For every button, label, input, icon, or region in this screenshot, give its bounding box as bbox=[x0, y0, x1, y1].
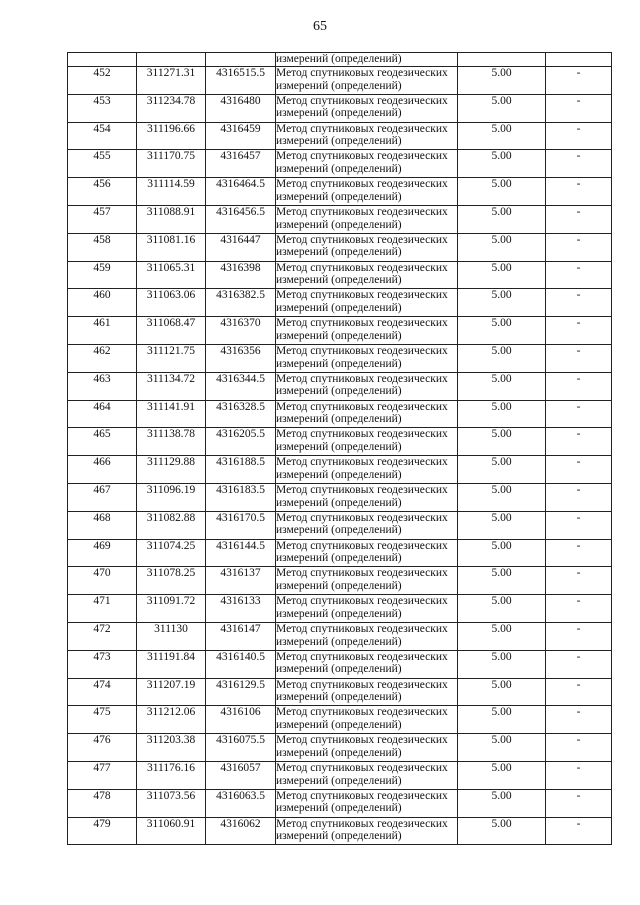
cell-y-coordinate: 4316464.5 bbox=[206, 178, 276, 206]
cell-y-coordinate: 4316356 bbox=[206, 344, 276, 372]
cell-point-number: 457 bbox=[68, 205, 137, 233]
cell-description: - bbox=[546, 706, 612, 734]
cell-method bbox=[276, 205, 458, 233]
method-line: измерений (определений) bbox=[276, 246, 402, 259]
table-row bbox=[68, 539, 612, 567]
cell-x-coordinate: 311141.91 bbox=[137, 400, 206, 428]
cell-point-number: 474 bbox=[68, 678, 137, 706]
cell-x-coordinate: 311121.75 bbox=[137, 344, 206, 372]
method-line: измерений (определений) bbox=[276, 579, 402, 592]
table-row bbox=[68, 317, 612, 345]
method-line: измерений (определений) bbox=[276, 718, 402, 731]
method-line: Метод спутниковых геодезических bbox=[276, 678, 448, 691]
cell-point-number: 455 bbox=[68, 150, 137, 178]
cell-empty bbox=[68, 53, 137, 67]
table-row bbox=[68, 706, 612, 734]
cell-empty bbox=[137, 53, 206, 67]
cell-accuracy: 5.00 bbox=[458, 789, 546, 817]
cell-x-coordinate: 311207.19 bbox=[137, 678, 206, 706]
cell-point-number: 466 bbox=[68, 456, 137, 484]
method-line: Метод спутниковых геодезических bbox=[276, 650, 448, 663]
method-line: Метод спутниковых геодезических bbox=[276, 595, 448, 608]
cell-point-number: 464 bbox=[68, 400, 137, 428]
table-row bbox=[68, 67, 612, 95]
cell-x-coordinate: 311130 bbox=[137, 622, 206, 650]
method-line: Метод спутниковых геодезических bbox=[276, 539, 448, 552]
cell-y-coordinate: 4316144.5 bbox=[206, 539, 276, 567]
method-line: измерений (определений) bbox=[276, 107, 402, 120]
continuation-row bbox=[68, 53, 612, 67]
method-line: измерений (определений) bbox=[276, 162, 402, 175]
table-row bbox=[68, 122, 612, 150]
cell-accuracy: 5.00 bbox=[458, 372, 546, 400]
cell-x-coordinate: 311065.31 bbox=[137, 261, 206, 289]
cell-method bbox=[276, 734, 458, 762]
cell-y-coordinate: 4316344.5 bbox=[206, 372, 276, 400]
table-row bbox=[68, 178, 612, 206]
cell-description: - bbox=[546, 317, 612, 345]
cell-method bbox=[276, 233, 458, 261]
method-line: измерений (определений) bbox=[276, 607, 402, 620]
method-line: измерений (определений) bbox=[276, 524, 402, 537]
cell-x-coordinate: 311271.31 bbox=[137, 67, 206, 95]
cell-x-coordinate: 311129.88 bbox=[137, 456, 206, 484]
cell-accuracy: 5.00 bbox=[458, 178, 546, 206]
table-row bbox=[68, 678, 612, 706]
method-line: измерений (определений) bbox=[276, 830, 402, 843]
cell-point-number: 477 bbox=[68, 761, 137, 789]
method-line: Метод спутниковых геодезических bbox=[276, 622, 448, 635]
cell-point-number: 468 bbox=[68, 511, 137, 539]
table-row bbox=[68, 94, 612, 122]
cell-method bbox=[276, 289, 458, 317]
cell-description: - bbox=[546, 261, 612, 289]
method-line: Метод спутниковых геодезических bbox=[276, 567, 448, 580]
cell-method bbox=[276, 706, 458, 734]
cell-point-number: 479 bbox=[68, 817, 137, 845]
method-line: измерений (определений) bbox=[276, 635, 402, 648]
cell-method bbox=[276, 483, 458, 511]
cell-point-number: 465 bbox=[68, 428, 137, 456]
cell-method bbox=[276, 539, 458, 567]
cell-accuracy: 5.00 bbox=[458, 317, 546, 345]
method-line: Метод спутниковых геодезических bbox=[276, 289, 448, 302]
method-line: Метод спутниковых геодезических bbox=[276, 344, 448, 357]
cell-x-coordinate: 311078.25 bbox=[137, 567, 206, 595]
method-line: измерений (определений) bbox=[276, 774, 402, 787]
method-line: Метод спутниковых геодезических bbox=[276, 817, 448, 830]
cell-empty bbox=[546, 53, 612, 67]
cell-method-continuation: измерений (определений) bbox=[276, 53, 458, 67]
cell-method bbox=[276, 595, 458, 623]
cell-y-coordinate: 4316170.5 bbox=[206, 511, 276, 539]
method-line: измерений (определений) bbox=[276, 413, 402, 426]
method-line: Метод спутниковых геодезических bbox=[276, 67, 448, 79]
cell-accuracy: 5.00 bbox=[458, 817, 546, 845]
cell-x-coordinate: 311203.38 bbox=[137, 734, 206, 762]
method-line: Метод спутниковых геодезических bbox=[276, 734, 448, 747]
cell-point-number: 469 bbox=[68, 539, 137, 567]
cell-description: - bbox=[546, 456, 612, 484]
cell-method bbox=[276, 317, 458, 345]
cell-accuracy: 5.00 bbox=[458, 400, 546, 428]
cell-method bbox=[276, 122, 458, 150]
method-line: измерений (определений) bbox=[276, 468, 402, 481]
method-line: измерений (определений) bbox=[276, 274, 402, 287]
cell-y-coordinate: 4316063.5 bbox=[206, 789, 276, 817]
method-line: Метод спутниковых геодезических bbox=[276, 428, 448, 441]
cell-accuracy: 5.00 bbox=[458, 734, 546, 762]
cell-y-coordinate: 4316459 bbox=[206, 122, 276, 150]
method-line: измерений (определений) bbox=[276, 79, 402, 92]
cell-x-coordinate: 311081.16 bbox=[137, 233, 206, 261]
cell-accuracy: 5.00 bbox=[458, 94, 546, 122]
cell-description: - bbox=[546, 400, 612, 428]
cell-accuracy: 5.00 bbox=[458, 150, 546, 178]
cell-description: - bbox=[546, 67, 612, 95]
method-line: измерений (определений) bbox=[276, 329, 402, 342]
cell-description: - bbox=[546, 511, 612, 539]
cell-method bbox=[276, 761, 458, 789]
cell-point-number: 458 bbox=[68, 233, 137, 261]
method-line: Метод спутниковых геодезических bbox=[276, 372, 448, 385]
table-row bbox=[68, 595, 612, 623]
cell-y-coordinate: 4316147 bbox=[206, 622, 276, 650]
cell-accuracy: 5.00 bbox=[458, 622, 546, 650]
cell-method bbox=[276, 511, 458, 539]
cell-method bbox=[276, 67, 458, 95]
cell-point-number: 453 bbox=[68, 94, 137, 122]
cell-y-coordinate: 4316398 bbox=[206, 261, 276, 289]
cell-x-coordinate: 311191.84 bbox=[137, 650, 206, 678]
table-row bbox=[68, 372, 612, 400]
cell-x-coordinate: 311234.78 bbox=[137, 94, 206, 122]
cell-accuracy: 5.00 bbox=[458, 678, 546, 706]
cell-description: - bbox=[546, 178, 612, 206]
table-row bbox=[68, 650, 612, 678]
cell-description: - bbox=[546, 428, 612, 456]
table-row bbox=[68, 567, 612, 595]
cell-accuracy: 5.00 bbox=[458, 122, 546, 150]
cell-accuracy: 5.00 bbox=[458, 483, 546, 511]
cell-accuracy: 5.00 bbox=[458, 67, 546, 95]
cell-y-coordinate: 4316183.5 bbox=[206, 483, 276, 511]
cell-accuracy: 5.00 bbox=[458, 261, 546, 289]
cell-method bbox=[276, 261, 458, 289]
cell-accuracy: 5.00 bbox=[458, 706, 546, 734]
cell-x-coordinate: 311134.72 bbox=[137, 372, 206, 400]
table-row bbox=[68, 261, 612, 289]
cell-x-coordinate: 311068.47 bbox=[137, 317, 206, 345]
method-line: Метод спутниковых геодезических bbox=[276, 706, 448, 719]
cell-x-coordinate: 311063.06 bbox=[137, 289, 206, 317]
cell-point-number: 473 bbox=[68, 650, 137, 678]
cell-y-coordinate: 4316382.5 bbox=[206, 289, 276, 317]
cell-x-coordinate: 311073.56 bbox=[137, 789, 206, 817]
cell-point-number: 476 bbox=[68, 734, 137, 762]
cell-point-number: 462 bbox=[68, 344, 137, 372]
cell-method bbox=[276, 678, 458, 706]
cell-y-coordinate: 4316328.5 bbox=[206, 400, 276, 428]
table-row bbox=[68, 205, 612, 233]
cell-y-coordinate: 4316106 bbox=[206, 706, 276, 734]
table-row bbox=[68, 817, 612, 845]
method-line: Метод спутниковых геодезических bbox=[276, 400, 448, 413]
coordinates-table bbox=[67, 52, 612, 845]
cell-x-coordinate: 311212.06 bbox=[137, 706, 206, 734]
cell-description: - bbox=[546, 567, 612, 595]
method-line: измерений (определений) bbox=[276, 301, 402, 314]
cell-accuracy: 5.00 bbox=[458, 456, 546, 484]
method-line: Метод спутниковых геодезических bbox=[276, 94, 448, 107]
cell-y-coordinate: 4316205.5 bbox=[206, 428, 276, 456]
cell-point-number: 467 bbox=[68, 483, 137, 511]
cell-point-number: 456 bbox=[68, 178, 137, 206]
cell-point-number: 461 bbox=[68, 317, 137, 345]
cell-method bbox=[276, 428, 458, 456]
cell-description: - bbox=[546, 817, 612, 845]
method-line: измерений (определений) bbox=[276, 496, 402, 509]
cell-x-coordinate: 311196.66 bbox=[137, 122, 206, 150]
cell-y-coordinate: 4316133 bbox=[206, 595, 276, 623]
method-line: измерений (определений) bbox=[276, 135, 402, 148]
cell-x-coordinate: 311091.72 bbox=[137, 595, 206, 623]
method-line: Метод спутниковых геодезических bbox=[276, 178, 448, 191]
method-line: Метод спутниковых геодезических bbox=[276, 317, 448, 330]
table-row bbox=[68, 400, 612, 428]
cell-y-coordinate: 4316137 bbox=[206, 567, 276, 595]
cell-y-coordinate: 4316188.5 bbox=[206, 456, 276, 484]
cell-x-coordinate: 311082.88 bbox=[137, 511, 206, 539]
cell-point-number: 475 bbox=[68, 706, 137, 734]
cell-description: - bbox=[546, 344, 612, 372]
cell-accuracy: 5.00 bbox=[458, 428, 546, 456]
cell-point-number: 478 bbox=[68, 789, 137, 817]
cell-x-coordinate: 311060.91 bbox=[137, 817, 206, 845]
method-line: Метод спутниковых геодезических bbox=[276, 483, 448, 496]
cell-accuracy: 5.00 bbox=[458, 539, 546, 567]
cell-method bbox=[276, 150, 458, 178]
cell-point-number: 452 bbox=[68, 67, 137, 95]
table-row bbox=[68, 483, 612, 511]
cell-method bbox=[276, 789, 458, 817]
cell-point-number: 454 bbox=[68, 122, 137, 150]
cell-y-coordinate: 4316075.5 bbox=[206, 734, 276, 762]
method-line: измерений (определений) bbox=[276, 190, 402, 203]
cell-accuracy: 5.00 bbox=[458, 761, 546, 789]
table-row bbox=[68, 233, 612, 261]
cell-point-number: 460 bbox=[68, 289, 137, 317]
cell-accuracy: 5.00 bbox=[458, 205, 546, 233]
cell-empty bbox=[458, 53, 546, 67]
cell-y-coordinate: 4316447 bbox=[206, 233, 276, 261]
cell-description: - bbox=[546, 595, 612, 623]
method-line: Метод спутниковых геодезических bbox=[276, 205, 448, 218]
cell-accuracy: 5.00 bbox=[458, 289, 546, 317]
cell-point-number: 459 bbox=[68, 261, 137, 289]
cell-method bbox=[276, 456, 458, 484]
cell-description: - bbox=[546, 761, 612, 789]
cell-empty bbox=[206, 53, 276, 67]
cell-accuracy: 5.00 bbox=[458, 511, 546, 539]
cell-accuracy: 5.00 bbox=[458, 650, 546, 678]
cell-description: - bbox=[546, 289, 612, 317]
table-row bbox=[68, 734, 612, 762]
cell-description: - bbox=[546, 734, 612, 762]
cell-y-coordinate: 4316129.5 bbox=[206, 678, 276, 706]
cell-method bbox=[276, 178, 458, 206]
cell-method bbox=[276, 622, 458, 650]
cell-y-coordinate: 4316062 bbox=[206, 817, 276, 845]
method-line: Метод спутниковых геодезических bbox=[276, 789, 448, 802]
cell-x-coordinate: 311074.25 bbox=[137, 539, 206, 567]
cell-x-coordinate: 311170.75 bbox=[137, 150, 206, 178]
cell-y-coordinate: 4316480 bbox=[206, 94, 276, 122]
cell-x-coordinate: 311176.16 bbox=[137, 761, 206, 789]
method-line: измерений (определений) bbox=[276, 440, 402, 453]
method-line: Метод спутниковых геодезических bbox=[276, 761, 448, 774]
method-line: Метод спутниковых геодезических bbox=[276, 150, 448, 163]
cell-x-coordinate: 311138.78 bbox=[137, 428, 206, 456]
cell-point-number: 471 bbox=[68, 595, 137, 623]
cell-point-number: 472 bbox=[68, 622, 137, 650]
cell-x-coordinate: 311114.59 bbox=[137, 178, 206, 206]
cell-description: - bbox=[546, 372, 612, 400]
page-number: 65 bbox=[313, 19, 327, 34]
cell-accuracy: 5.00 bbox=[458, 344, 546, 372]
cell-method bbox=[276, 400, 458, 428]
cell-method bbox=[276, 372, 458, 400]
method-line: измерений (определений) bbox=[276, 663, 402, 676]
table-row bbox=[68, 761, 612, 789]
cell-description: - bbox=[546, 233, 612, 261]
method-line: измерений (определений) bbox=[276, 552, 402, 565]
cell-point-number: 470 bbox=[68, 567, 137, 595]
cell-description: - bbox=[546, 650, 612, 678]
method-line: Метод спутниковых геодезических bbox=[276, 233, 448, 246]
cell-accuracy: 5.00 bbox=[458, 233, 546, 261]
table-row bbox=[68, 344, 612, 372]
coordinates-table-body bbox=[68, 53, 612, 845]
cell-y-coordinate: 4316456.5 bbox=[206, 205, 276, 233]
method-line: Метод спутниковых геодезических bbox=[276, 456, 448, 469]
cell-x-coordinate: 311096.19 bbox=[137, 483, 206, 511]
cell-y-coordinate: 4316515.5 bbox=[206, 67, 276, 95]
method-line: измерений (определений) bbox=[276, 746, 402, 759]
cell-description: - bbox=[546, 205, 612, 233]
cell-y-coordinate: 4316140.5 bbox=[206, 650, 276, 678]
table-row bbox=[68, 150, 612, 178]
method-line: Метод спутниковых геодезических bbox=[276, 261, 448, 274]
cell-x-coordinate: 311088.91 bbox=[137, 205, 206, 233]
method-line: измерений (определений) bbox=[276, 357, 402, 370]
method-line: измерений (определений) bbox=[276, 385, 402, 398]
table-row bbox=[68, 456, 612, 484]
cell-y-coordinate: 4316370 bbox=[206, 317, 276, 345]
cell-method bbox=[276, 344, 458, 372]
cell-method bbox=[276, 650, 458, 678]
cell-method bbox=[276, 567, 458, 595]
cell-description: - bbox=[546, 483, 612, 511]
table-row bbox=[68, 289, 612, 317]
table-row bbox=[68, 428, 612, 456]
cell-method bbox=[276, 817, 458, 845]
cell-description: - bbox=[546, 789, 612, 817]
method-line: измерений (определений) bbox=[276, 802, 402, 815]
cell-accuracy: 5.00 bbox=[458, 567, 546, 595]
cell-description: - bbox=[546, 539, 612, 567]
table-row bbox=[68, 789, 612, 817]
method-line: измерений (определений) bbox=[276, 218, 402, 231]
method-line: измерений (определений) bbox=[276, 691, 402, 704]
cell-y-coordinate: 4316057 bbox=[206, 761, 276, 789]
cell-accuracy: 5.00 bbox=[458, 595, 546, 623]
cell-description: - bbox=[546, 150, 612, 178]
cell-description: - bbox=[546, 622, 612, 650]
table-row bbox=[68, 511, 612, 539]
cell-point-number: 463 bbox=[68, 372, 137, 400]
method-line: Метод спутниковых геодезических bbox=[276, 122, 448, 135]
method-line: Метод спутниковых геодезических bbox=[276, 511, 448, 524]
cell-description: - bbox=[546, 678, 612, 706]
cell-method bbox=[276, 94, 458, 122]
cell-y-coordinate: 4316457 bbox=[206, 150, 276, 178]
cell-description: - bbox=[546, 122, 612, 150]
table-row bbox=[68, 622, 612, 650]
cell-description: - bbox=[546, 94, 612, 122]
